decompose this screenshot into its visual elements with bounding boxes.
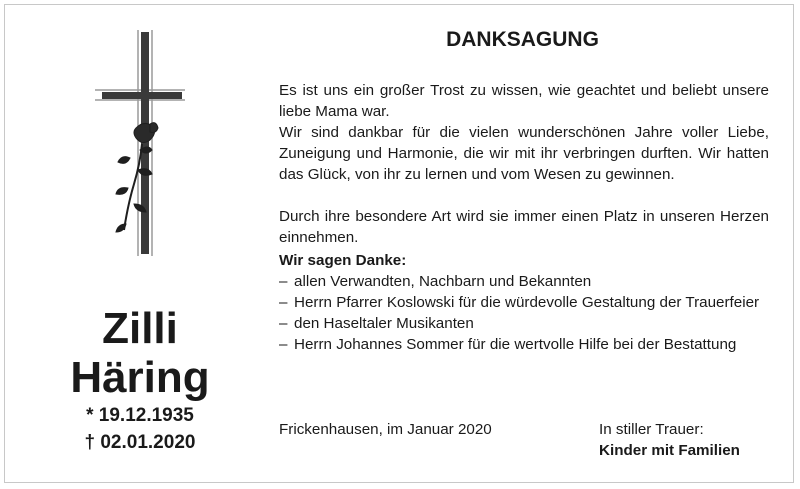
thanks-heading: Wir sagen Danke: <box>279 252 407 269</box>
deceased-first-name: Zilli <box>102 304 178 353</box>
cross-icon <box>141 32 149 254</box>
place-date: Frickenhausen, im Januar 2020 <box>279 421 492 438</box>
dash-bullet: – <box>279 315 288 332</box>
mourning-label: In stiller Trauer: <box>599 421 704 438</box>
birth-date: * 19.12.1935 <box>86 405 194 426</box>
list-item-text: Herrn Johannes Sommer für die wertvolle Hilfe bei der Bestattung <box>294 336 737 353</box>
list-item <box>279 292 769 313</box>
mourners-block <box>599 419 740 461</box>
list-item <box>279 313 769 334</box>
thanks-list <box>279 271 769 355</box>
left-column <box>0 0 275 489</box>
paragraph-1: Es ist uns ein großer Trost zu wissen, wie geachtet und beliebt unsere liebe Mama war. <box>279 82 769 120</box>
notice-heading: DANKSAGUNG <box>446 28 599 51</box>
paragraph-3: Durch ihre besondere Art wird sie immer einen Platz in unseren Herzen einnehmen. <box>279 208 769 246</box>
death-date: † 02.01.2020 <box>84 432 196 453</box>
mourners-signature: Kinder mit Familien <box>599 442 740 459</box>
list-item-text: allen Verwandten, Nachbarn und Bekannten <box>294 273 592 290</box>
list-item-text: Herrn Pfarrer Koslowski für die würdevolle Gestaltung der Trauerfeier <box>294 294 760 311</box>
cross-with-rose-icon <box>90 28 190 258</box>
dash-bullet: – <box>279 336 288 353</box>
paragraph-2: Wir sind dankbar für die vielen wunderschönen Jahre voller Liebe, Zuneigung und Harmonie, die wir mit ihr verbringen durften. Wir hatten das Glück, von ihr zu lernen und vom Wesen zu gewinnen. <box>279 124 769 183</box>
list-item <box>279 334 769 355</box>
list-item <box>279 271 769 292</box>
deceased-last-name: Häring <box>70 353 210 402</box>
dash-bullet: – <box>279 294 288 311</box>
list-item-text: den Haseltaler Musikanten <box>294 315 474 332</box>
dash-bullet: – <box>279 273 288 290</box>
